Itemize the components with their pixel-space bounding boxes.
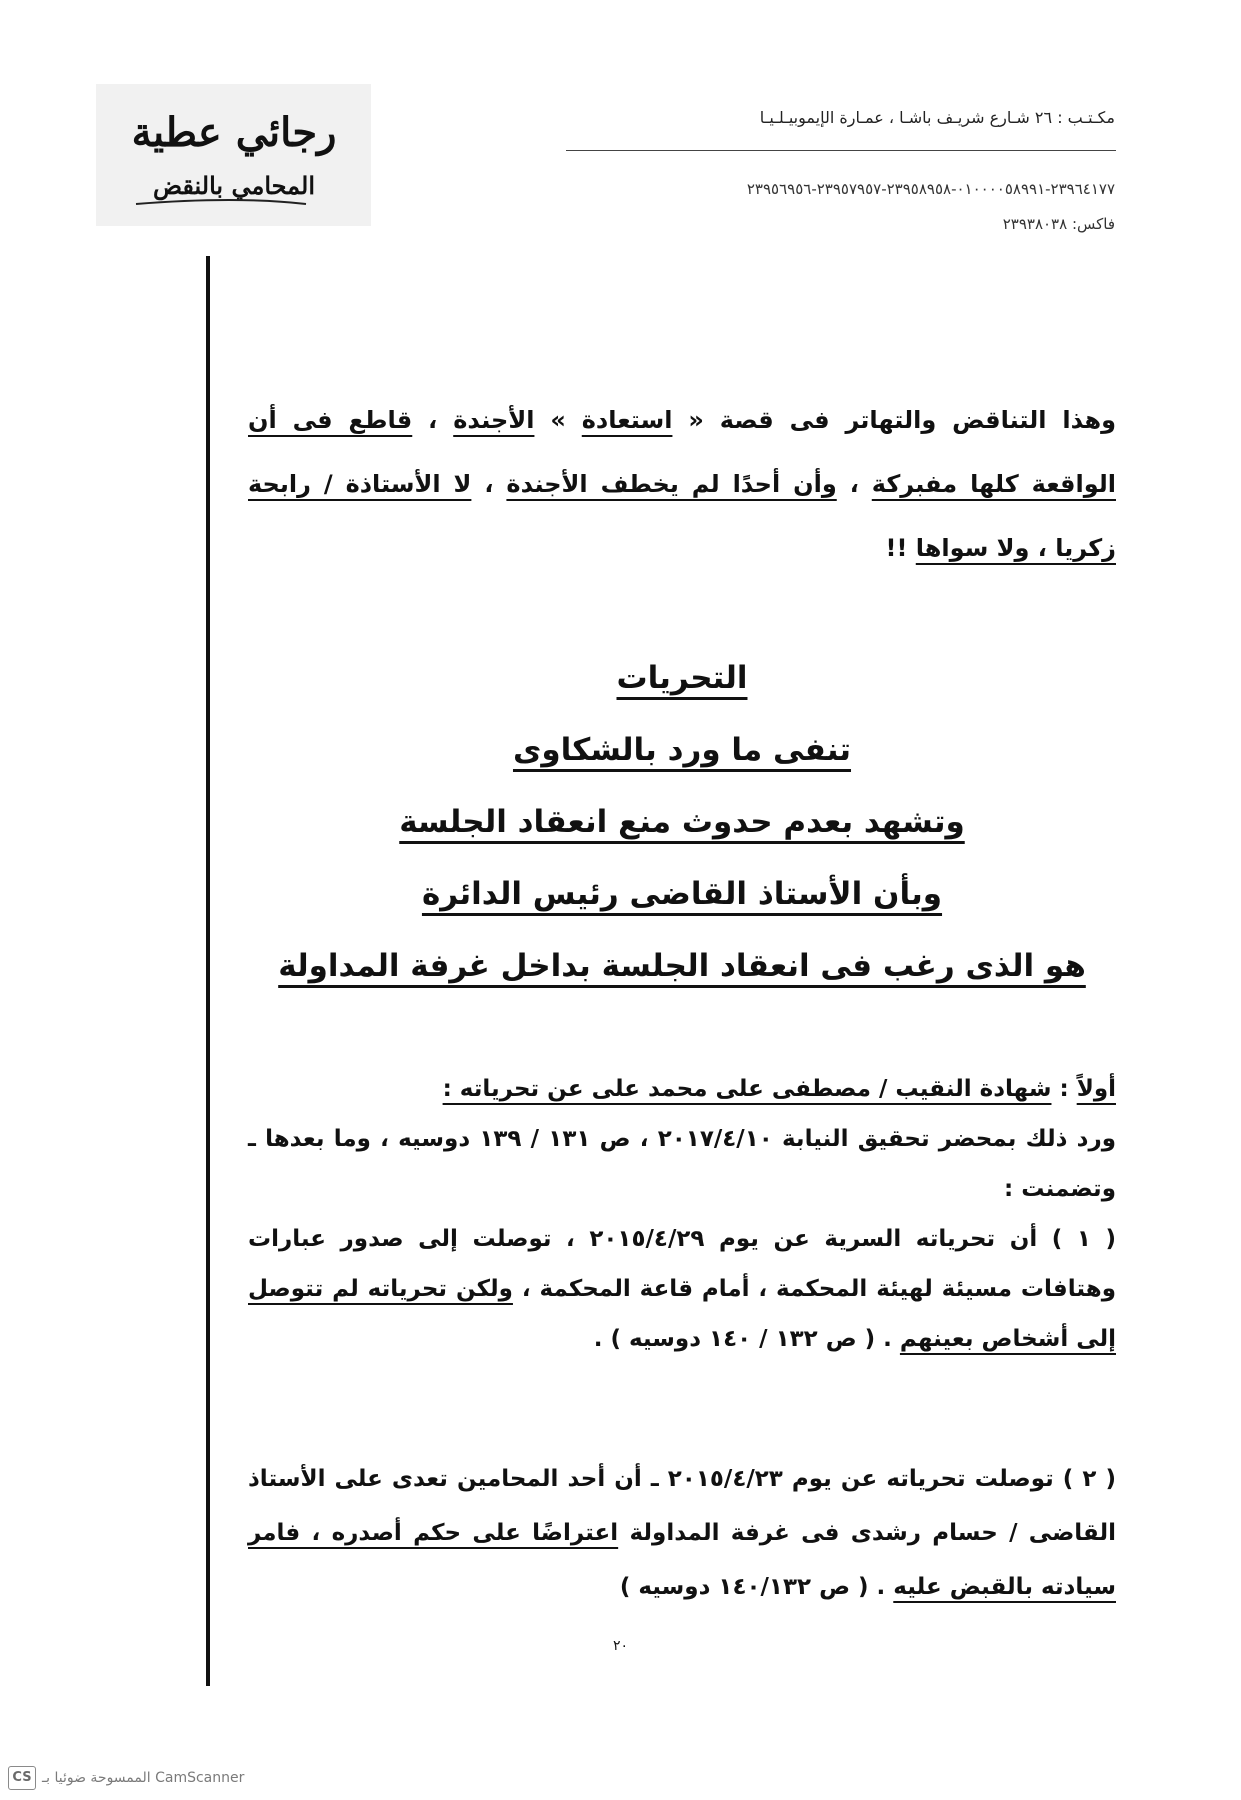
heading-3: وتشهد بعدم حدوث منع انعقاد الجلسة [399,804,965,840]
office-address: مكـتـب : ٢٦ شـارع شريـف باشـا ، عمـارة الإيموبيـلـيـا [759,108,1115,127]
watermark-text: الممسوحة ضوئيا بـ CamScanner [42,1770,245,1786]
phone-numbers: ٢٣٩٦٤١٧٧-٠١٠٠٠٠٥٨٩٩١-٢٣٩٥٨٩٥٨-٢٣٩٥٧٩٥٧-٢٣٩٥٦٩٥٦ [746,180,1115,198]
fax-number: فاكس: ٢٣٩٣٨٠٣٨ [1002,215,1115,233]
section-headings [248,642,1116,1002]
camscanner-icon: CS [8,1766,36,1790]
list-item-1: ( ١ ) أن تحرياته السرية عن يوم ٢٠١٥/٤/٢٩ ، توصلت إلى صدور عبارات وهتافات مسيئة لهيئة المحكمة ، أمام قاعة المحكمة ، ولكن تحرياته لم تتوصل إلى أشخاص بعينهم . ( ص ١٣٢ / ١٤٠ دوسيه ) . [248,1226,1117,1352]
header-divider [566,150,1116,151]
heading-1: التحريات [616,660,748,696]
section-title: أولاً : شهادة النقيب / مصطفى على محمد على عن تحرياته : [442,1076,1116,1102]
heading-5: هو الذى رغب فى انعقاد الجلسة بداخل غرفة المداولة [278,948,1086,984]
list-item-2: ( ٢ ) توصلت تحرياته عن يوم ٢٠١٥/٤/٢٣ ـ أن أحد المحامين تعدى على الأستاذ القاضى / حسام رشدى فى غرفة المداولة اعتراضًا على حكم أصدره ، فامر سيادته بالقبض عليه . ( ص ١٤٠/١٣٢ دوسيه ) [248,1466,1116,1600]
scanner-watermark [8,1766,244,1790]
paragraph-intro: وهذا التناقض والتهاتر فى قصة « استعادة » الأجندة ، قاطع فى أن الواقعة كلها مفبركة ، وأن أحدًا لم يخطف الأجندة ، لا الأستاذة / رابحة زكريا ، ولا سواها !! [248,406,1117,562]
svg-text:رجائي عطية: رجائي عطية [131,109,337,156]
svg-text:المحامي بالنقض: المحامي بالنقض [153,171,315,200]
page-number: ٢٠ [612,1638,629,1654]
signature-logo-icon [96,84,371,226]
margin-bar [206,256,210,1686]
section-intro: ورد ذلك بمحضر تحقيق النيابة ٢٠١٧/٤/١٠ ، ص ١٣١ / ١٣٩ دوسيه ، وما بعدها ـ وتضمنت : [248,1126,1117,1202]
heading-2: تنفى ما ورد بالشكاوى [512,732,852,768]
letterhead-logo [96,84,371,226]
section-first [248,1064,1116,1364]
heading-4: وبأن الأستاذ القاضى رئيس الدائرة [421,876,943,912]
